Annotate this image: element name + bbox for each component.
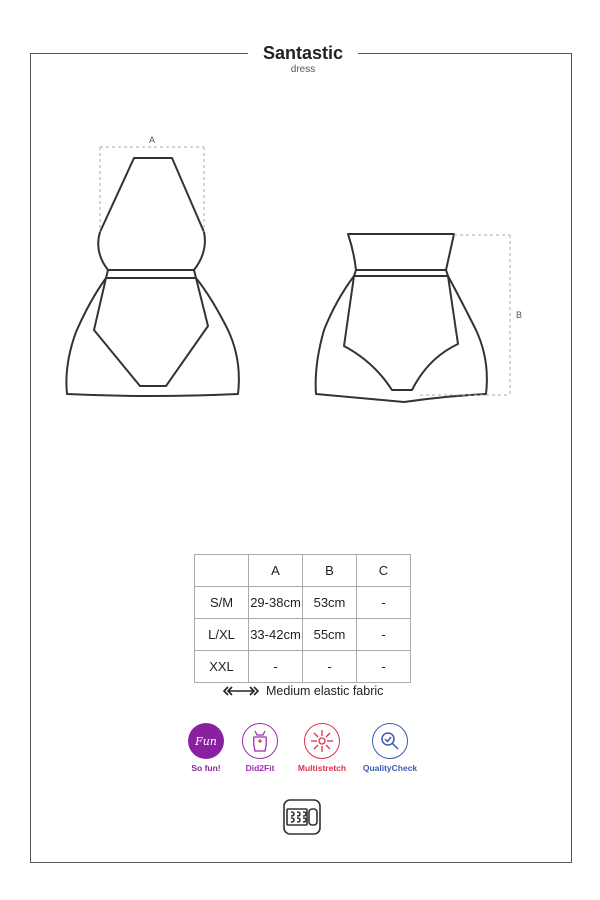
badge-multistretch <box>287 723 357 773</box>
back-skirt-outline <box>316 276 487 402</box>
table-header-cell <box>195 555 249 587</box>
dimension-b-label: B <box>516 310 523 320</box>
badge-did2fit <box>225 723 295 773</box>
fun-icon-text: Fun <box>195 734 217 748</box>
double-arrow-icon <box>222 686 260 696</box>
badge-label: Multistretch <box>297 763 347 773</box>
quality-check-icon <box>372 723 408 759</box>
badge-label: Did2Fit <box>245 763 275 773</box>
did2fit-icon <box>242 723 278 759</box>
dimension-b <box>420 235 510 395</box>
table-header-cell: B <box>303 555 357 587</box>
table-row <box>195 619 411 651</box>
dimension-a <box>100 147 204 232</box>
fabric-note <box>222 684 383 698</box>
fun-icon <box>188 723 224 759</box>
badge-label: So fun! <box>191 763 221 773</box>
table-cell: 29-38cm <box>249 587 303 619</box>
fabric-label: Medium elastic fabric <box>266 684 384 698</box>
back-view <box>316 234 487 402</box>
table-cell: - <box>357 619 411 651</box>
size-table <box>194 554 411 683</box>
table-cell: - <box>357 651 411 683</box>
badge-quality-check <box>355 723 425 773</box>
table-cell: - <box>303 651 357 683</box>
product-subtitle: dress <box>290 64 316 75</box>
product-title: Santastic <box>262 43 344 63</box>
table-cell: - <box>249 651 303 683</box>
table-cell: L/XL <box>195 619 249 651</box>
dimension-a-label: A <box>148 135 156 145</box>
multistretch-icon <box>304 723 340 759</box>
front-waist-band <box>106 270 196 278</box>
table-cell: 53cm <box>303 587 357 619</box>
front-view <box>66 158 238 396</box>
hook-and-eye-clasp-icon <box>283 799 321 835</box>
back-waist-band <box>354 270 448 276</box>
front-skirt-outline <box>66 278 238 396</box>
table-cell: XXL <box>195 651 249 683</box>
front-body-panel <box>94 278 208 386</box>
table-header-row <box>195 555 411 587</box>
table-row <box>195 587 411 619</box>
table-cell: 33-42cm <box>249 619 303 651</box>
table-cell: - <box>357 587 411 619</box>
badge-label: QualityCheck <box>362 763 418 773</box>
table-header-cell: A <box>249 555 303 587</box>
front-halter-outline <box>98 158 205 270</box>
back-top-panel <box>348 234 454 270</box>
table-header-cell: C <box>357 555 411 587</box>
back-body-panel <box>344 276 458 390</box>
table-cell: 55cm <box>303 619 357 651</box>
table-row <box>195 651 411 683</box>
table-cell: S/M <box>195 587 249 619</box>
